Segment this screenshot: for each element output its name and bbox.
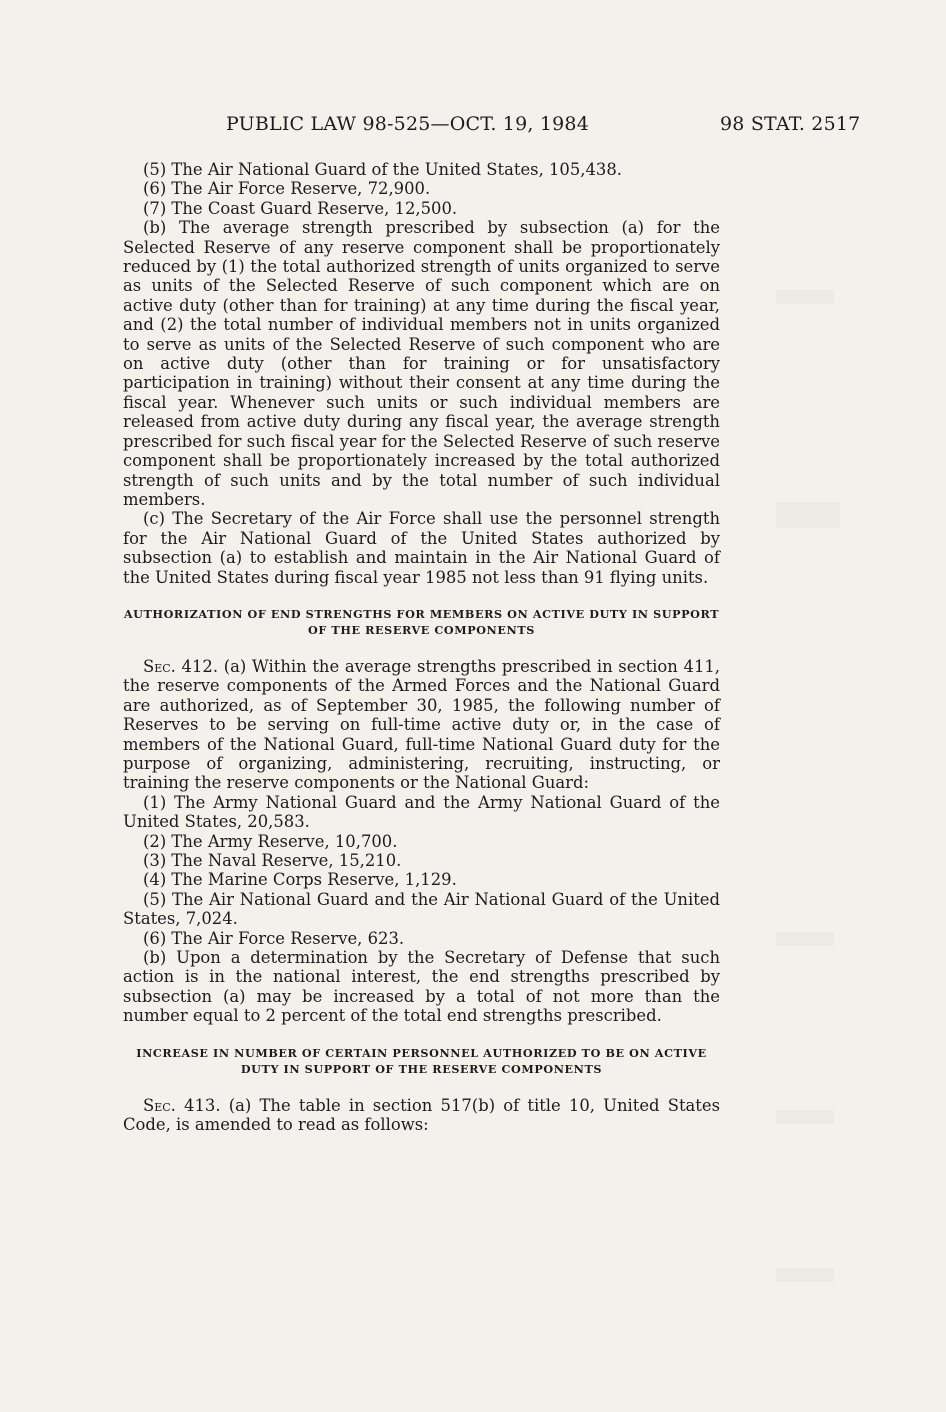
list-item: (1) The Army National Guard and the Army National Guard of the United States, 20,583. bbox=[123, 792, 720, 832]
header-stat-page: 98 STAT. 2517 bbox=[720, 113, 861, 135]
header-law-title: PUBLIC LAW 98-525—OCT. 19, 1984 bbox=[226, 113, 590, 135]
section-412-text: (a) Within the average strengths prescribed in section 411, the reserve components of the Armed Forces and the National Guard are authorized, as of September 30, 1985, the following number of Reserves to be serving on full-time active duty or, in the case of members of the National Guard, full-time National Guard duty for the purpose of organizing, administering, recruiting, instructing, or training the reserve components or the National Guard: bbox=[123, 656, 721, 793]
section-413-paragraph-a bbox=[123, 1096, 720, 1135]
section-label: Sec. 412. bbox=[143, 656, 219, 676]
document-body bbox=[123, 160, 720, 1134]
list-item: (4) The Marine Corps Reserve, 1,129. bbox=[143, 870, 457, 890]
list-item: (5) The Air National Guard of the United States, 105,438. bbox=[143, 160, 622, 179]
list-item: (6) The Air Force Reserve, 72,900. bbox=[143, 179, 431, 199]
list-item: (6) The Air Force Reserve, 623. bbox=[143, 928, 405, 948]
section-412-paragraph-b: (b) Upon a determination by the Secretary of Defense that such action is in the national interest, the end strengths prescribed by subsection (a) may be increased by a total of not more than the number equal to 2 percent of the total end strengths prescribed. bbox=[123, 948, 720, 1026]
bleed-through-mark bbox=[776, 502, 840, 528]
section-heading-412: AUTHORIZATION OF END STRENGTHS FOR MEMBERS ON ACTIVE DUTY IN SUPPORT OF THE RESERVE COMPONENTS bbox=[123, 606, 720, 637]
paragraph-c: (c) The Secretary of the Air Force shall use the personnel strength for the Air National Guard of the United States authorized by subsection (a) to establish and maintain in the Air National Guard of the United States during fiscal year 1985 not less than 91 flying units. bbox=[123, 509, 720, 587]
section-label: Sec. 413. bbox=[143, 1095, 221, 1115]
bleed-through-mark bbox=[776, 290, 834, 304]
bleed-through-mark bbox=[776, 932, 834, 946]
bleed-through-mark bbox=[776, 1110, 834, 1124]
section-413-text: (a) The table in section 517(b) of title 10, United States Code, is amended to read as follows: bbox=[123, 1095, 720, 1135]
page-header bbox=[0, 113, 946, 143]
paragraph-b: (b) The average strength prescribed by subsection (a) for the Selected Reserve of any reserve component shall be proportionately reduced by (1) the total authorized strength of units organized to serve as units of the Selected Reserve of such component which are on active duty (other than for training) at any time during the fiscal year, and (2) the total number of individual members not in units organized to serve as units of the Selected Reserve of such component who are on active duty (other than for training or for unsatisfactory participation in training) without their consent at any time during the fiscal year. Whenever such units or such individual members are released from active duty during any fiscal year, the average strength prescribed for such fiscal year for the Selected Reserve of such reserve component shall be proportionately increased by the total authorized strength of such units and by the total number of such individual members. bbox=[123, 218, 720, 509]
list-item: (3) The Naval Reserve, 15,210. bbox=[143, 851, 402, 870]
list-item: (7) The Coast Guard Reserve, 12,500. bbox=[143, 198, 458, 218]
section-412-paragraph-a bbox=[123, 657, 720, 793]
section-heading-413: INCREASE IN NUMBER OF CERTAIN PERSONNEL AUTHORIZED TO BE ON ACTIVE DUTY IN SUPPORT OF THE RESERVE COMPONENTS bbox=[136, 1045, 707, 1076]
bleed-through-mark bbox=[776, 1268, 834, 1282]
list-item: (5) The Air National Guard and the Air National Guard of the United States, 7,024. bbox=[123, 889, 720, 929]
list-item: (2) The Army Reserve, 10,700. bbox=[143, 831, 398, 851]
